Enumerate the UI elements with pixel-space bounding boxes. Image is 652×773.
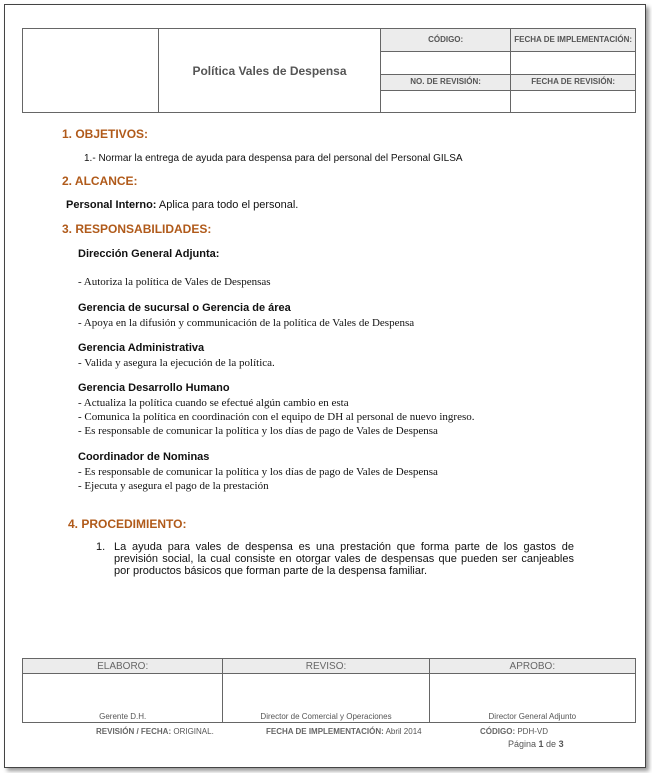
aprobo-name: Director General Adjunto: [488, 712, 577, 721]
elaboro-name: Gerente D.H.: [99, 712, 147, 721]
reviso-label: REVISO:: [223, 659, 429, 674]
codigo-footer-label: CÓDIGO:: [480, 727, 516, 736]
group-title-direccion: Dirección General Adjunta:: [78, 248, 220, 260]
list-item: - Actualiza la política cuando se efectué algún cambio en esta: [78, 397, 349, 409]
group-title-gerencia-sucursal: Gerencia de sucursal o Gerencia de área: [78, 302, 291, 314]
alcance-value: Aplica para todo el personal.: [156, 199, 299, 211]
elaboro-signature-cell: [23, 674, 223, 723]
page-total: 3: [558, 739, 564, 749]
logo-cell: [23, 29, 159, 113]
reviso-signature-cell: [223, 674, 429, 723]
aprobo-signature-cell: [429, 674, 635, 723]
group-items-direccion: [78, 275, 271, 289]
document-title: Política Vales de Despensa: [159, 29, 381, 113]
alcance-text: [66, 199, 298, 211]
procedimiento-text: La ayuda para vales de despensa es una prestación que forma parte de los gastos de previsión social, la cual consiste en otorgar vales de despensas que pueden ser canjeables por productos básicos que forman parte de la despensa familiar.: [114, 541, 574, 577]
group-title-coordinador-nominas: Coordinador de Nominas: [78, 451, 210, 463]
fecha-impl-footer-value: Abril 2014: [383, 727, 422, 736]
codigo-value-cell: [380, 52, 510, 74]
page-number: [508, 739, 564, 749]
list-item: - Comunica la política en coordinación con el equipo de DH al personal de nuevo ingreso.: [78, 411, 475, 423]
objetivos-item: 1.- Normar la entrega de ayuda para despensa para del personal del Personal GILSA: [84, 153, 463, 164]
group-items-coordinador-nominas: [78, 465, 438, 493]
no-revision-value-cell: [380, 90, 510, 112]
group-items-gerencia-sucursal: [78, 316, 414, 330]
alcance-heading: 2. ALCANCE:: [62, 174, 138, 188]
signature-table: [22, 658, 636, 723]
reviso-name: Director de Comercial y Operaciones: [260, 712, 392, 721]
alcance-label: Personal Interno:: [66, 199, 157, 211]
revision-fecha: [96, 727, 214, 736]
codigo-label: CÓDIGO:: [380, 29, 510, 52]
procedimiento-number: 1.: [96, 541, 106, 553]
page-sep: de: [543, 739, 559, 749]
fecha-revision-label: FECHA DE REVISIÓN:: [511, 74, 636, 90]
elaboro-label: ELABORO:: [23, 659, 223, 674]
list-item: - Es responsable de comunicar la política y los días de pago de Vales de Despensa: [78, 466, 438, 478]
header-table: [22, 28, 636, 113]
fecha-implementacion-footer: [266, 727, 422, 736]
list-item: - Autoriza la política de Vales de Despensas: [78, 276, 271, 288]
fecha-implementacion-value-cell: [511, 52, 636, 74]
fecha-implementacion-label: FECHA DE IMPLEMENTACIÓN:: [511, 29, 636, 52]
group-items-desarrollo-humano: [78, 396, 475, 438]
aprobo-label: APROBO:: [429, 659, 635, 674]
list-item: - Es responsable de comunicar la política y los días de pago de Vales de Despensa: [78, 425, 438, 437]
procedimiento-heading: 4. PROCEDIMIENTO:: [68, 517, 187, 531]
objetivos-heading: 1. OBJETIVOS:: [62, 127, 149, 141]
revision-label: REVISIÓN / FECHA:: [96, 727, 172, 736]
revision-value: ORIGINAL.: [171, 727, 214, 736]
codigo-footer: [480, 727, 548, 736]
group-title-administrativa: Gerencia Administrativa: [78, 342, 205, 354]
list-item: - Apoya en la difusión y communicación de la política de Vales de Despensa: [78, 317, 415, 329]
list-item: - Ejecuta y asegura el pago de la prestación: [78, 480, 269, 492]
page-prefix: Página: [508, 739, 539, 749]
list-item: - Valida y asegura la ejecución de la política.: [78, 357, 275, 369]
fecha-impl-footer-label: FECHA DE IMPLEMENTACIÓN:: [266, 727, 384, 736]
responsabilidades-heading: 3. RESPONSABILIDADES:: [62, 222, 212, 236]
page-current: 1: [538, 739, 544, 749]
no-revision-label: NO. DE REVISIÓN:: [380, 74, 510, 90]
codigo-footer-value: PDH-VD: [515, 727, 548, 736]
group-title-desarrollo-humano: Gerencia Desarrollo Humano: [78, 382, 230, 394]
fecha-revision-value-cell: [511, 90, 636, 112]
group-items-administrativa: [78, 356, 275, 370]
